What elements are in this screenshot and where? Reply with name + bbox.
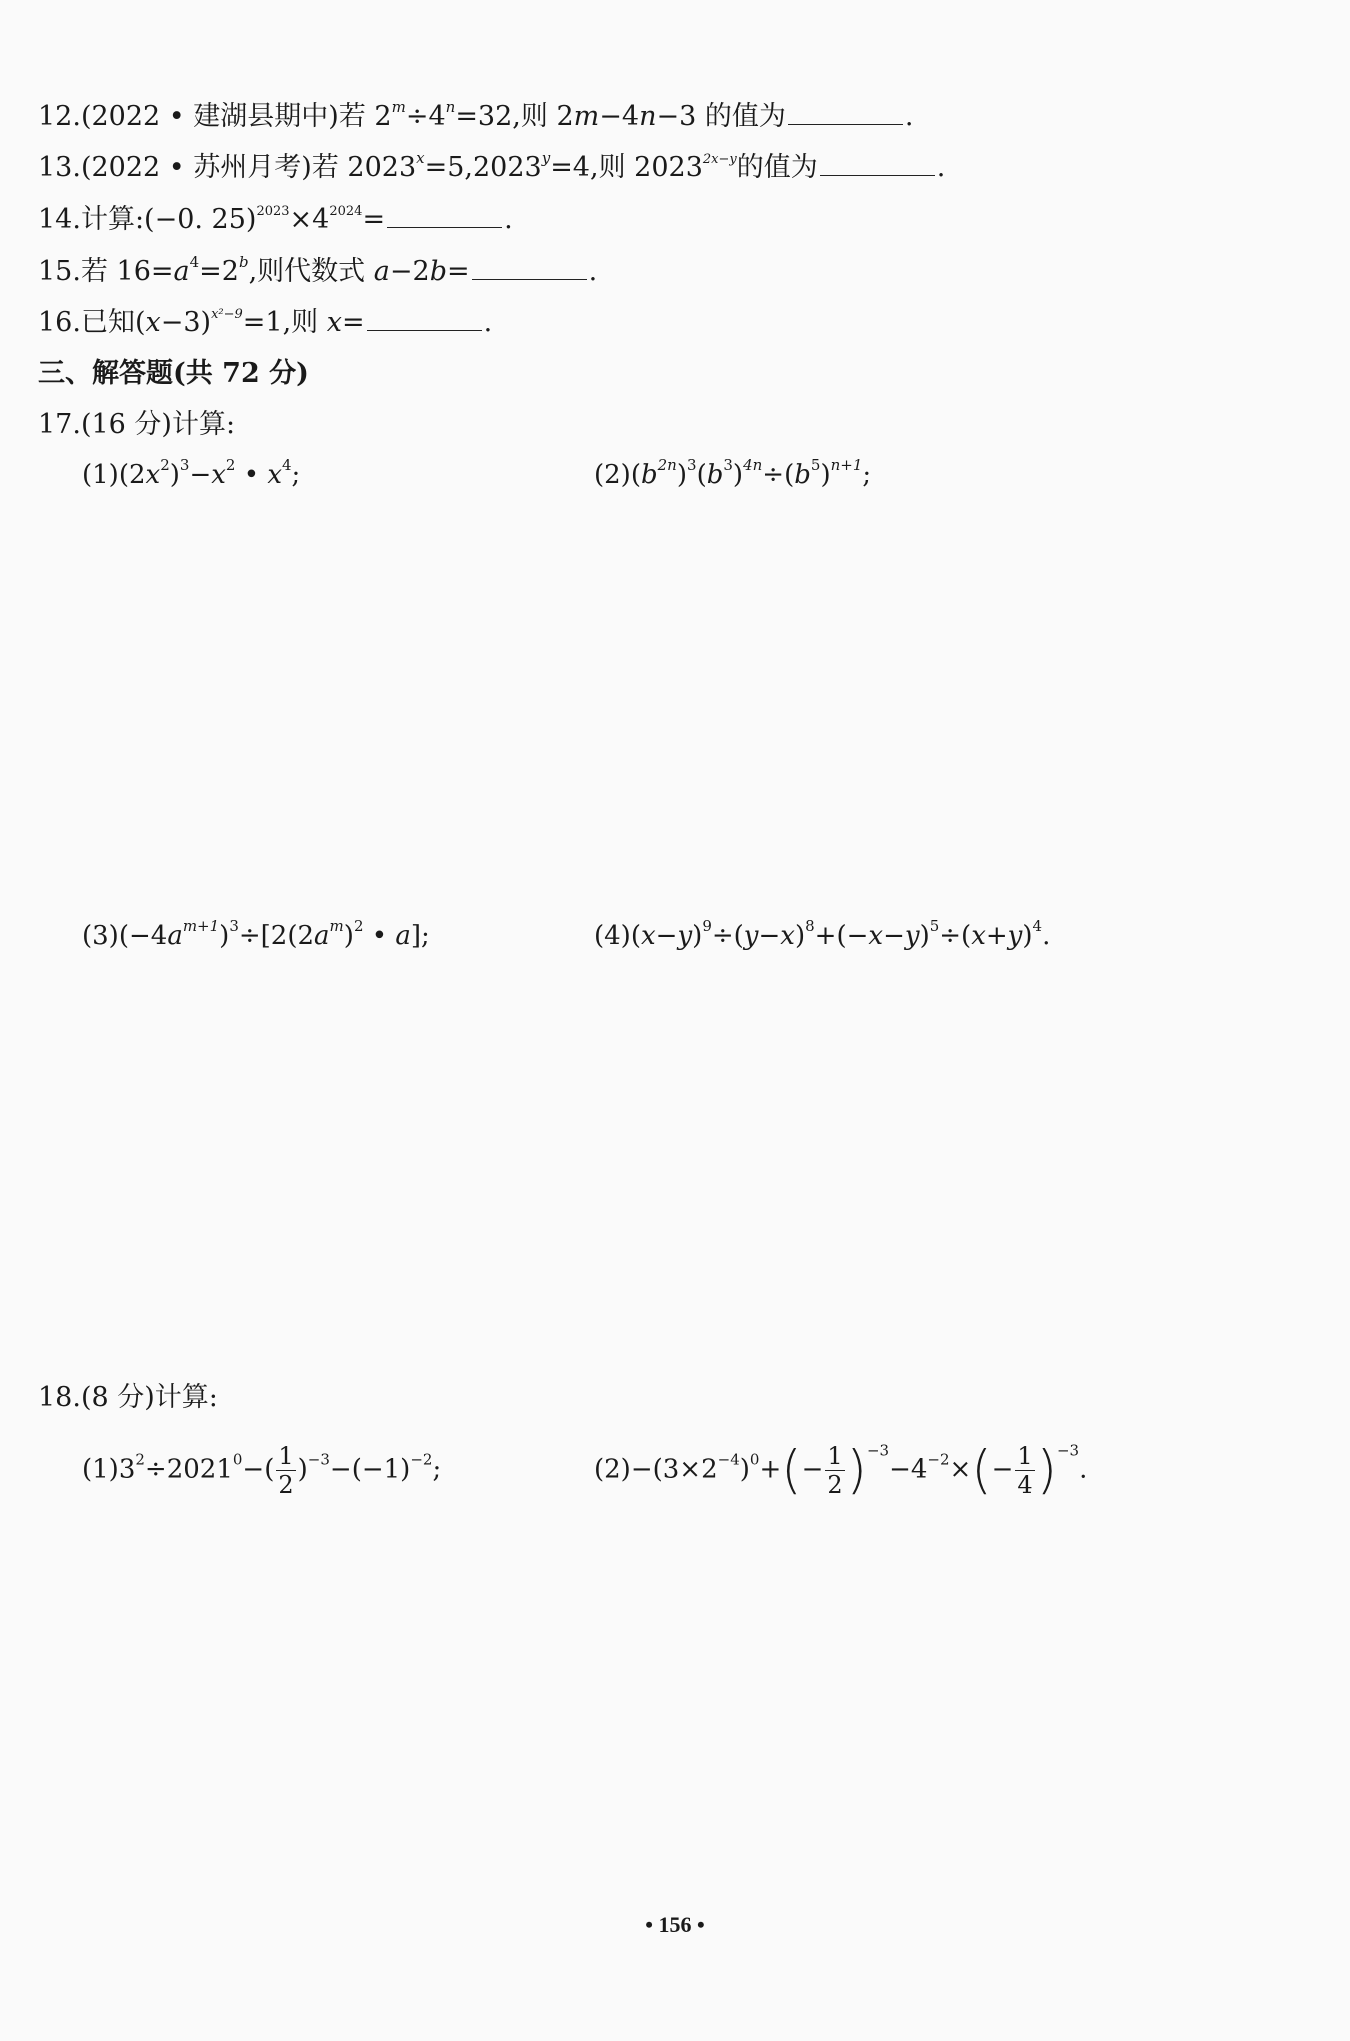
question-17-part-4: $(4)(x-y)^9\div(y-x)^8+(-x-y)^5\div(x+y)^4$. <box>594 917 1051 951</box>
question-18-header: 18.(8 分)计算: <box>38 1382 218 1413</box>
question-14: 14.计算:(−0. $25)^{2023}\times 4^{2024}=$ . <box>38 204 513 235</box>
section-heading: 三、解答题(共 72 分) <box>38 358 309 389</box>
question-18-part-2: $(2)-(3\times 2^{-4})^0+(-$ $\frac{1}{2}$ )$^{-3}-4^{-2}\times(-$ $\frac{1}{4}$ )$^{-3}$. <box>594 1440 1088 1501</box>
fraction: $\frac{1}{4}$ <box>1017 1442 1033 1499</box>
question-17-part-2: $(2)(b^{2n})^3(b^3)^{4n}\div(b^5)^{n+1}$; <box>594 456 872 490</box>
question-number: 12. <box>38 101 81 132</box>
answer-blank[interactable] <box>387 203 502 228</box>
question-source: (2022 • 苏州月考) <box>80 152 312 183</box>
question-13: 13.(2022 • 苏州月考)若 $2023^x=5,2023^y=4$,则 $2023^{2x-y}$的值为 . <box>38 149 946 183</box>
question-12: 12.(2022 • 建湖县期中)若 $2^m\div 4^n=32$,则 2m−4n−3 的值为 . <box>38 98 914 132</box>
question-18-part-1: $(1)3^2\div 2021^0-$( $\frac{1}{2}$ )$^{-3}-(-1)^{-2}$; <box>82 1442 442 1499</box>
question-number: 15. <box>38 256 81 287</box>
question-17-part-3: $(3)(-4a^{m+1})^3\div[2(2a^m)^2$ • a]; <box>82 917 430 951</box>
fraction: $\frac{1}{2}$ <box>827 1442 843 1499</box>
question-number: 16. <box>38 307 81 338</box>
question-number: 14. <box>38 204 81 235</box>
question-source: (2022 • 建湖县期中) <box>80 101 339 132</box>
question-number: 13. <box>38 152 81 183</box>
page-number: • 156 • <box>645 1912 705 1937</box>
question-15: 15.若 $16=a^4=2^b$,则代数式 a−2b= . <box>38 253 598 287</box>
answer-blank[interactable] <box>788 100 903 125</box>
question-17-header: 17.(16 分)计算: <box>38 409 236 440</box>
fraction: $\frac{1}{2}$ <box>278 1442 294 1499</box>
question-17-part-1: $(1)(2x^2)^3-x^2$ • $x^4$; <box>82 456 301 490</box>
answer-blank[interactable] <box>472 255 587 280</box>
answer-blank[interactable] <box>367 306 482 331</box>
question-16: 16.已知$(x-3)^{x^2-9}=1$,则 x= . <box>38 307 493 338</box>
answer-blank[interactable] <box>820 151 935 176</box>
